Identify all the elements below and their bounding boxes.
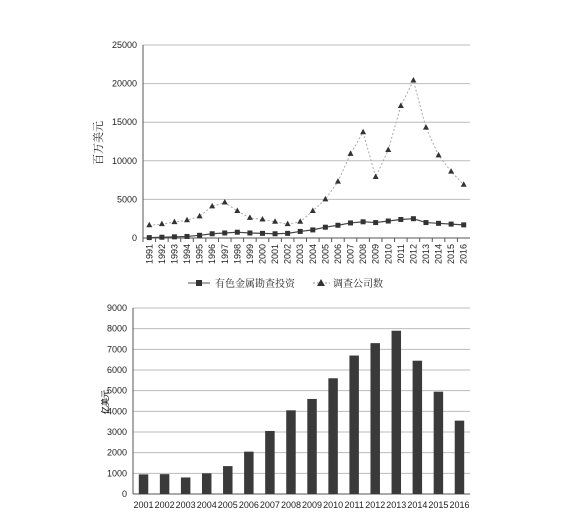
line-chart-legend [188,277,383,290]
x-tick-label: 2009 [302,500,323,510]
y-tick-label: 10000 [111,155,137,166]
y-tick-label: 5000 [106,385,127,396]
data-point-investment [373,220,378,225]
y-tick-label: 8000 [106,323,127,334]
y-tick-label: 1000 [106,468,127,479]
y-tick-label: 0 [121,489,127,499]
legend-label-investment: 有色金属勘查投资 [215,279,295,290]
line-chart-y-axis-label: 百万美元 [92,121,105,165]
x-tick-label: 2015 [428,500,449,510]
data-point-companies [234,207,240,213]
y-tick-label: 20000 [111,78,137,89]
data-point-companies [247,214,253,220]
data-point-companies [398,102,404,108]
data-point-investment [285,231,290,236]
data-point-investment [386,219,391,224]
data-point-companies [322,196,328,202]
bar [160,474,169,494]
x-tick-label: 2012 [408,244,419,265]
bar [349,356,358,494]
x-tick-label: 1995 [194,244,205,265]
y-tick-label: 0 [131,233,137,243]
data-point-companies [310,207,316,213]
data-point-investment [172,234,177,239]
data-point-companies [348,150,354,156]
x-tick-label: 2007 [259,500,280,510]
data-point-companies [335,178,341,184]
bar [392,331,401,494]
data-point-investment [348,220,353,225]
y-tick-label: 2000 [106,447,127,458]
bar [370,343,379,494]
data-point-companies [448,168,454,174]
x-tick-label: 2013 [386,500,407,510]
bar-chart-x-ticks [134,500,470,510]
x-tick-label: 2006 [238,500,259,510]
data-point-companies [171,219,177,225]
x-tick-label: 1994 [182,244,193,265]
x-tick-label: 1998 [232,244,243,265]
x-tick-label: 2006 [332,244,343,265]
x-tick-label: 2009 [370,244,381,265]
x-tick-label: 1999 [244,244,255,265]
data-point-companies [436,152,442,158]
data-point-investment [449,222,454,227]
y-tick-label: 3000 [106,427,127,437]
bar [244,452,253,494]
x-tick-label: 2005 [217,500,238,510]
data-point-companies [285,221,291,227]
y-tick-label: 6000 [106,365,127,375]
x-tick-label: 2005 [320,244,331,265]
data-point-investment [298,229,303,234]
data-point-investment [411,216,416,221]
x-tick-label: 2001 [133,500,154,510]
data-point-companies [385,146,391,152]
data-point-investment [260,231,265,236]
data-point-investment [273,231,278,236]
bar-chart-bars [139,331,464,494]
data-point-companies [159,221,165,227]
data-point-investment [310,227,315,232]
bar [307,399,316,494]
bar [202,473,211,494]
data-point-companies [146,222,152,228]
bar [434,392,443,494]
line-chart-x-ticks [143,238,469,264]
x-tick-label: 2004 [196,500,217,510]
bar [181,477,190,494]
data-point-companies [360,129,366,135]
x-tick-label: 2016 [458,244,469,265]
data-point-investment [235,230,240,235]
x-tick-label: 2000 [257,244,268,265]
line-chart [92,40,470,290]
bar [286,410,295,494]
x-tick-label: 2015 [446,244,457,265]
y-tick-label: 15000 [111,117,137,128]
data-point-investment [398,217,403,222]
line-chart-y-ticks [112,40,137,243]
x-tick-label: 2010 [323,500,344,510]
data-point-companies [373,174,379,180]
series-line-companies [149,81,463,226]
x-tick-label: 2004 [307,244,318,265]
x-tick-label: 2001 [270,244,281,265]
data-point-companies [423,124,429,130]
bar [265,431,274,494]
x-tick-label: 1993 [169,244,180,265]
bar-chart [100,303,470,510]
line-chart-grid [143,45,470,238]
data-point-companies [410,77,416,83]
data-point-investment [335,223,340,228]
y-tick-label: 4000 [106,406,127,417]
x-tick-label: 2013 [420,244,431,265]
data-point-investment [323,225,328,230]
x-tick-label: 2011 [395,244,406,264]
line-chart-series [146,77,466,240]
bar [455,421,464,494]
x-tick-label: 2002 [282,244,293,265]
data-point-investment [361,219,366,224]
data-point-investment [210,231,215,236]
x-tick-label: 2003 [175,500,196,510]
x-tick-label: 2012 [365,500,386,510]
data-point-investment [423,220,428,225]
bar-chart-y-axis-label: 亿美元 [101,390,110,414]
x-tick-label: 1991 [144,244,155,265]
x-tick-label: 2014 [433,244,444,265]
bar [328,378,337,494]
data-point-investment [247,230,252,235]
x-tick-label: 2016 [449,500,470,510]
legend-square-marker [196,280,202,286]
data-point-investment [461,222,466,227]
legend-label-companies: 调查公司数 [333,279,383,290]
x-tick-label: 1997 [219,244,230,265]
data-point-investment [197,233,202,238]
data-point-investment [159,235,164,240]
x-tick-label: 2008 [280,500,301,510]
data-point-investment [147,235,152,240]
data-point-companies [297,218,303,224]
x-tick-label: 2008 [358,244,369,265]
x-tick-label: 1992 [156,244,167,265]
y-tick-label: 9000 [106,303,127,313]
x-tick-label: 2010 [383,244,394,265]
x-tick-label: 2011 [344,500,364,510]
series-line-investment [149,219,463,238]
y-tick-label: 5000 [116,194,137,205]
data-point-investment [222,230,227,235]
y-tick-label: 7000 [106,344,127,355]
x-tick-label: 2014 [407,500,428,510]
data-point-investment [436,221,441,226]
x-tick-label: 2003 [295,244,306,265]
x-tick-label: 2002 [154,500,175,510]
y-tick-label: 25000 [111,40,137,50]
x-tick-label: 1996 [207,244,218,265]
data-point-investment [185,234,190,239]
bar [223,466,232,494]
x-tick-label: 2007 [345,244,356,265]
bar [413,361,422,494]
data-point-companies [197,213,203,219]
bar [139,474,148,494]
